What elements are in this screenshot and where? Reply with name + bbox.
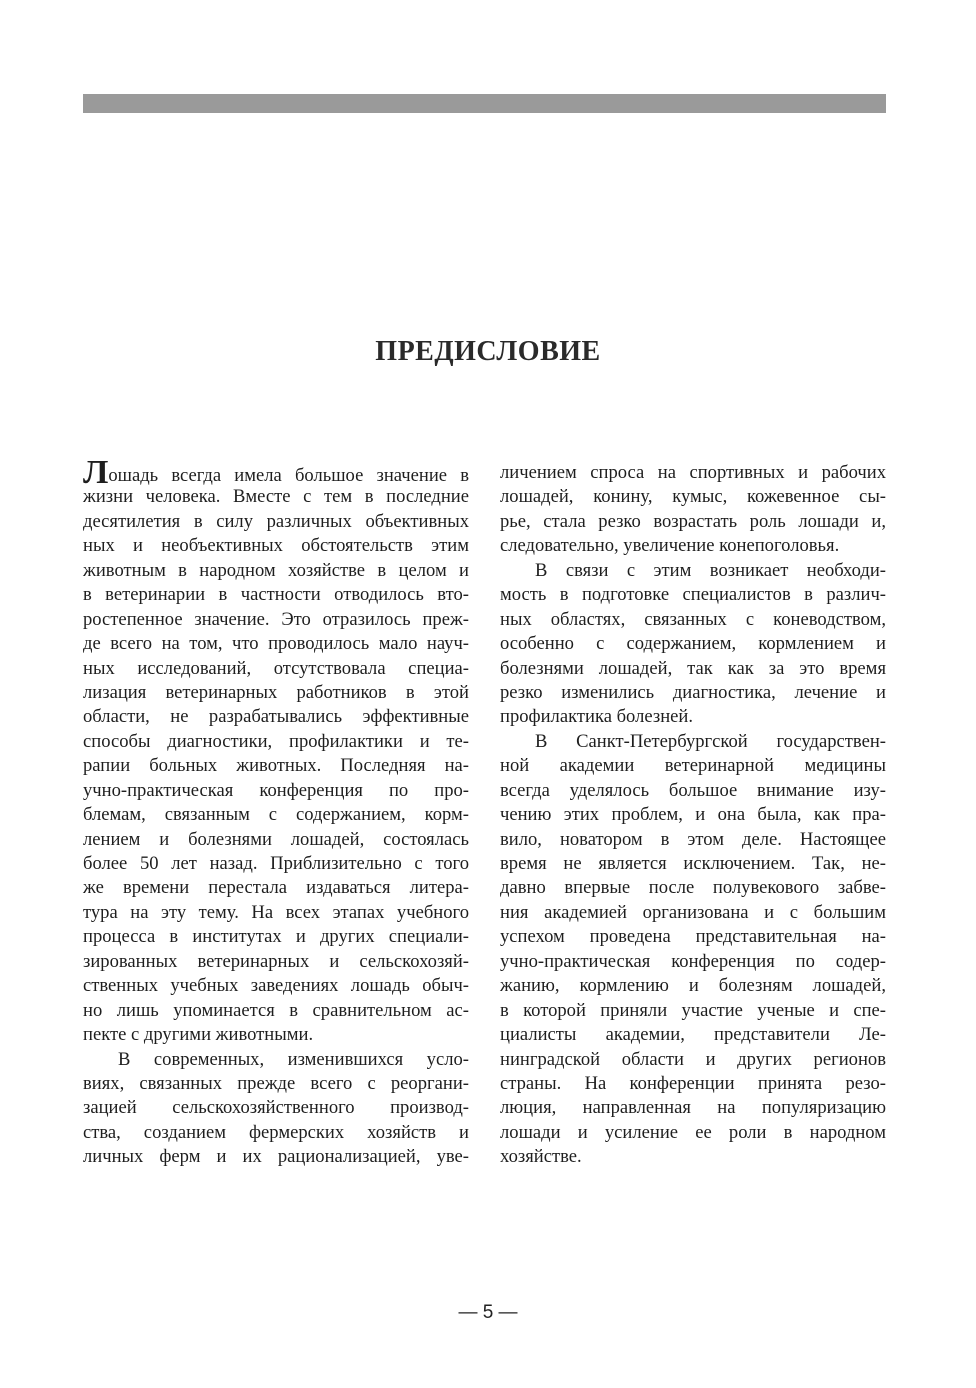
text-line: всегда уделялось большое внимание изу- [500,779,886,801]
page-title: ПРЕДИСЛОВИЕ [375,336,601,367]
text-line: лошади и усиление ее роли в народном [500,1121,886,1143]
text-line: мость в подготовке специалистов в различ- [500,584,886,606]
page-number: — 5 — [458,1302,518,1323]
text-line: ства, созданием фермерских хозяйств и [83,1121,469,1143]
text-line: лением и болезнями лошадей, состоялась [83,828,469,850]
text-line: зированных ветеринарных и сельскохозяй- [83,950,469,972]
text-line: нинградской области и других регионов [500,1048,886,1070]
text-line: но лишь упоминается в сравнительном ас- [83,999,469,1021]
text-line: страны. На конференции принята резо- [500,1072,886,1094]
text-line: чению этих проблем, и она была, как пра- [500,804,886,826]
text-line: десятилетия в силу различных объективных [83,510,469,532]
text-line: хозяйстве. [500,1146,582,1168]
text-line: в которой приняли участие ученые и спе- [500,999,886,1021]
text-line: личных ферм и их рационализацией, уве- [83,1146,469,1168]
text-line: В современных, изменившихся усло- [118,1048,469,1070]
header-bar [83,94,886,113]
text-line: блемам, связанным с содержанием, корм- [83,804,469,826]
text-line: рапии больных животных. Последняя на- [83,755,469,777]
text-line: профилактика болезней. [500,706,694,728]
text-line: тура на эту тему. На всех этапах учебного [83,901,469,923]
text-line: процесса в институтах и других специали- [83,926,469,948]
text-line: ных и необъективных обстоятельств этим [83,535,469,557]
text-line: время не является исключением. Так, не- [500,853,886,874]
text-line: рье, стала резко возрастать роль лошади и, [500,510,886,532]
text-line: более 50 лет назад. Приблизительно с того [83,853,469,874]
text-line: зацией сельскохозяйственного производ- [83,1097,469,1119]
text-line: ной академии ветеринарной медицины [500,755,886,777]
drop-cap: Л [83,454,109,491]
text-line: успехом проведена представительная на- [500,926,886,948]
text-line: Лошадь всегда имела большое значение в [83,454,469,491]
text-line: ных областях, связанных с коневодством, [500,608,886,630]
text-line: области, не разрабатывались эффективные [83,706,469,728]
text-line: особенно с содержанием, кормлением и [500,633,886,655]
text-line: ния академией организована и с большим [500,901,886,923]
text-line: де всего на том, что проводилось мало науч- [83,633,469,655]
text-line: пекте с другими животными. [83,1024,314,1046]
text-line: болезнями лошадей, так как за это время [500,657,886,679]
text-line: же времени перестала издаваться литера- [83,877,469,899]
text-line: резко изменились диагностика, лечение и [500,681,886,703]
text-line: лошадей, конину, кумыс, кожевенное сы- [500,486,886,508]
left-column [83,454,469,1170]
right-column [500,461,886,1170]
text-line: учно-практическая конференция по содер- [500,950,886,972]
text-line: следовательно, увеличение конепоголовья. [500,535,840,557]
text-line: личением спроса на спортивных и рабочих [500,462,886,483]
text-line: давно впервые после полувекового забве- [500,877,886,899]
text-line: виях, связанных прежде всего с реоргани- [83,1072,469,1094]
text-line: ственных учебных заведениях лошадь обыч- [83,975,469,997]
text-line: учно-практическая конференция по про- [83,779,469,801]
text-line: животным в народном хозяйстве в целом и [83,559,469,581]
text-line: люция, направленная на популяризацию [500,1097,886,1119]
text-line: циалисты академии, представители Ле- [500,1024,886,1046]
text-line: вило, новатором в этом деле. Настоящее [500,828,886,850]
text-line: В Санкт-Петербургской государствен- [535,730,886,752]
text-line: жизни человека. Вместе с тем в последние [83,486,469,508]
text-line: ростепенное значение. Это отразилось преж- [83,608,469,630]
text-line: способы диагностики, профилактики и те- [83,730,469,752]
text-line: ных исследований, отсутствовала специа- [83,657,469,679]
text-line: В связи с этим возникает необходи- [535,559,886,581]
text-line: жанию, кормлению и болезням лошадей, [500,975,886,997]
text-line: лизация ветеринарных работников в этой [83,681,469,703]
text-line: в ветеринарии в частности отводилось вто- [83,584,469,606]
